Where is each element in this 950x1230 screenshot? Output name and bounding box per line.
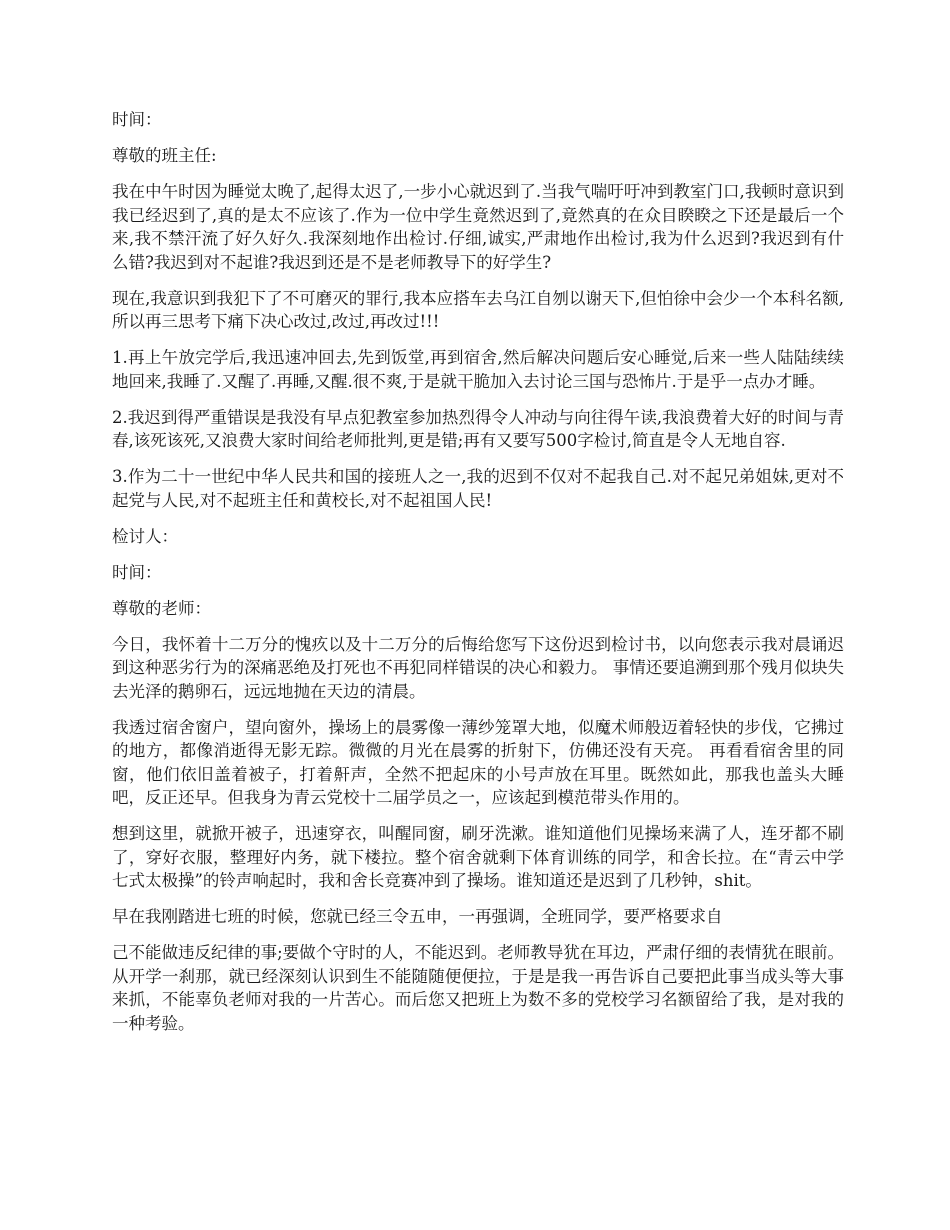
salutation-head-teacher: 尊敬的班主任: xyxy=(112,146,217,165)
document-body xyxy=(112,108,844,1048)
body-paragraph: 今日，我怀着十二万分的愧疚以及十二万分的后悔给您写下这份迟到检讨书，以向您表示我对晨诵迟到这种恶劣行为的深痛恶绝及打死也不再犯同样错误的决心和毅力。 事情还要追溯到那个残月似块失去光泽的鹅卵石，远远地抛在天边的清晨。 xyxy=(112,634,844,701)
body-paragraph: 我透过宿舍窗户，望向窗外，操场上的晨雾像一薄纱笼罩大地，似魔术师般迈着轻快的步伐，它拂过的地方，都像消逝得无影无踪。微微的月光在晨雾的折射下，仿佛还没有天亮。 再看看宿舍里的同窗，他们依旧盖着被子，打着鼾声，全然不把起床的小号声放在耳里。既然如此，那我也盖头大睡吧，反正还早。但我身为青云党校十二届学员之一，应该起到模范带头作用的。 xyxy=(112,717,844,807)
numbered-paragraph-2: 2.我迟到得严重错误是我没有早点犯教室参加热烈得令人冲动与向往得午读,我浪费着大好的时间与青春,该死该死,又浪费大家时间给老师批判,更是错;再有又要写500字检讨,简直是令人无地自容. xyxy=(112,407,844,450)
time-label: 时间： xyxy=(112,110,162,129)
numbered-paragraph-3: 3.作为二十一世纪中华人民共和国的接班人之一,我的迟到不仅对不起我自己.对不起兄弟姐妹,更对不起党与人民,对不起班主任和黄校长,对不起祖国人民! xyxy=(112,467,844,510)
body-paragraph: 己不能做违反纪律的事;要做个守时的人，不能迟到。老师教导犹在耳边，严肃仔细的表情犹在眼前。从开学一刹那，就已经深刻认识到生不能随随便便拉，于是是我一再告诉自己要把此事当成头等大事来抓，不能辜负老师对我的一片苦心。而后您又把班上为数不多的党校学习名额留给了我，是对我的一种考验。 xyxy=(112,943,844,1033)
body-paragraph: 我在中午时因为睡觉太晚了,起得太迟了,一步小心就迟到了.当我气喘吁吁冲到教室门口,我顿时意识到我已经迟到了,真的是太不应该了.作为一位中学生竟然迟到了,竟然真的在众目睽睽之下还是最后一个来,我不禁汗流了好久好久.我深刻地作出检讨.仔细,诚实,严肃地作出检讨,我为什么迟到?我迟到有什么错?我迟到对不起谁?我迟到还是不是老师教导下的好学生? xyxy=(112,182,844,272)
signature-label: 检讨人： xyxy=(112,526,178,546)
body-paragraph: 想到这里，就掀开被子，迅速穿衣，叫醒同窗，刷牙洗漱。谁知道他们见操场来满了人，连牙都不刷了，穿好衣服，整理好内务，就下楼拉。整个宿舍就剩下体育训练的同学，和舍长拉。在“青云中学七式太极操”的铃声响起时，我和舍长竞赛冲到了操场。谁知道还是迟到了几秒钟，shit。 xyxy=(112,824,844,890)
body-paragraph: 早在我刚踏进七班的时候，您就已经三令五申，一再强调，全班同学，要严格要求自 xyxy=(112,907,723,926)
salutation-teacher: 尊敬的老师： xyxy=(112,598,211,618)
numbered-paragraph-1: 1.再上午放完学后,我迅速冲回去,先到饭堂,再到宿舍,然后解决问题后安心睡觉,后来一些人陆陆续续地回来,我睡了.又醒了.再睡,又醒.很不爽,于是就干脆加入去讨论三国与恐怖片.于是乎一点办才睡。 xyxy=(112,348,844,391)
body-paragraph: 现在,我意识到我犯下了不可磨灭的罪行,我本应搭车去乌江自刎以谢天下,但怕徐中会少一个本科名额,所以再三思考下痛下决心改过,改过,再改过!!! xyxy=(112,288,844,331)
time-label: 时间： xyxy=(112,562,162,582)
